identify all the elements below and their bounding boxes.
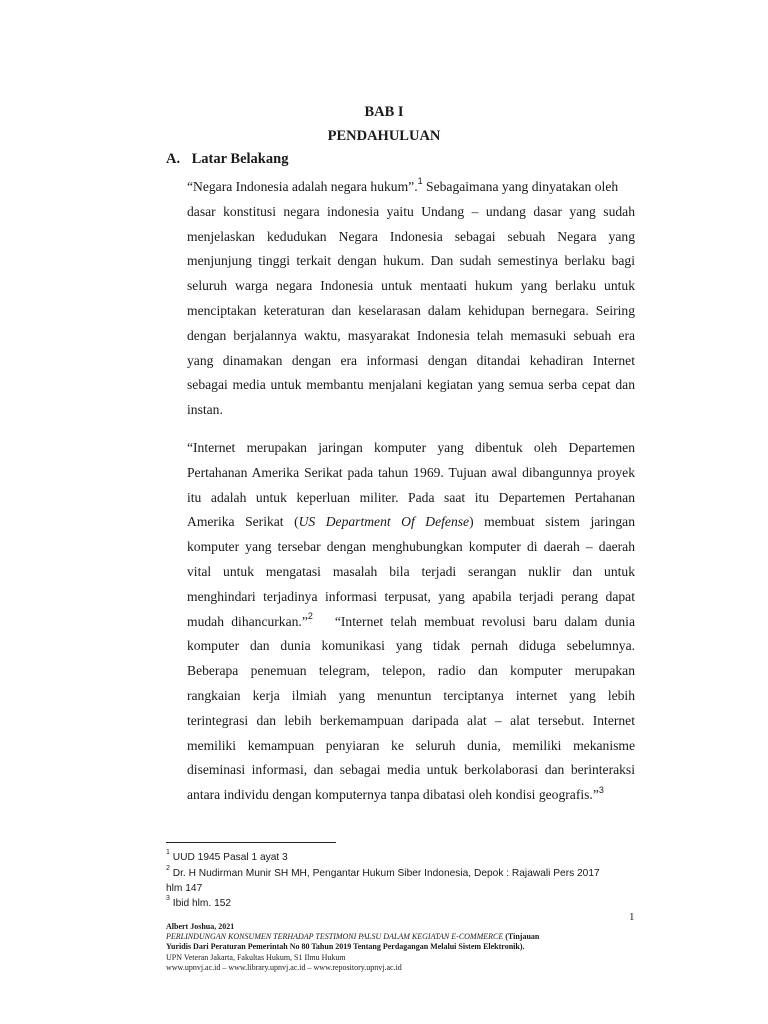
paragraph-line: “Internet merupakan jaringan komputer yang dibentuk oleh Departemen bbox=[187, 440, 635, 455]
paragraph-line: menjunjung tinggi terkait dengan hukum. Dan sudah semestinya berlaku bagi bbox=[187, 253, 635, 269]
chapter-title: PENDAHULUAN bbox=[327, 128, 441, 144]
paragraph-line: Amerika Serikat (US Department Of Defense) membuat sistem jaringan bbox=[187, 514, 635, 530]
paragraph-line: rangkaian kerja ilmiah yang menuntun terciptanya internet yang lebih bbox=[187, 687, 635, 703]
footer-links: www.upnvj.ac.id – www.library.upnvj.ac.id – www.repository.upnvj.ac.id bbox=[166, 962, 402, 972]
paragraph-line: dengan berjalannya waktu, masyarakat Indonesia telah memasuki sebuah era bbox=[187, 327, 635, 343]
chapter-number: BAB I bbox=[364, 104, 404, 120]
paragraph-1 bbox=[187, 175, 635, 423]
paragraph-line: mudah dihancurkan.”$^2$ “Internet telah membuat revolusi baru dalam dunia bbox=[187, 611, 635, 629]
paragraph-line: yang dinamakan dengan era informasi dengan ditandai kehadiran Internet bbox=[187, 352, 635, 368]
paragraph-line: vital untuk mengatasi masalah bila terjadi serangan nuklir dan untuk bbox=[187, 563, 635, 579]
paragraph-2 bbox=[187, 436, 635, 808]
footnote-3: $^3$ Ibid hlm. 152 bbox=[166, 894, 232, 909]
footer-author: Albert Joshua, 2021 bbox=[166, 922, 235, 931]
footnote-1: $^1$ UUD 1945 Pasal 1 ayat 3 bbox=[166, 848, 288, 863]
paragraph-line: itu adalah untuk keperluan militer. Pada saat itu Departemen Pertahanan bbox=[187, 489, 635, 505]
footnote-2: $^2$ Dr. H Nudirman Munir SH MH, Pengantar Hukum Siber Indonesia, Depok : Rajawali Pers 2017 bbox=[166, 864, 600, 879]
section-title: Latar Belakang bbox=[191, 151, 289, 167]
footer-institution: UPN Veteran Jakarta, Fakultas Hukum, S1 Ilmu Hukum bbox=[166, 952, 346, 962]
paragraph-line: dasar konstitusi negara indonesia yaitu Undang – undang dasar yang sudah bbox=[187, 203, 635, 219]
paragraph-line: seluruh warga negara Indonesia untuk mentaati hukum yang berlaku untuk bbox=[187, 278, 635, 294]
section-letter: A. bbox=[166, 151, 181, 167]
paragraph-line: komputer yang tersebar dengan menghubungkan komputer di daerah – daerah bbox=[187, 539, 635, 555]
footer-thesis-title-cont: Yuridis Dari Peraturan Pemerintah No 80 Tahun 2019 Tentang Perdagangan Melalui Sistem Elektronik). bbox=[166, 942, 525, 952]
paragraph-line: sebagai media untuk membantu menjalani kegiatan yang semua serba cepat dan bbox=[187, 377, 635, 393]
paragraph-line: menciptakan keteraturan dan keselarasan dalam kehidupan bernegara. Seiring bbox=[187, 302, 635, 318]
paragraph-line: Beberapa penemuan telegram, telepon, radio dan komputer merupakan bbox=[187, 663, 635, 679]
section-heading bbox=[166, 151, 288, 168]
paragraph-line: terintegrasi dan lebih berkemampuan daripada alat – alat tersebut. Internet bbox=[187, 712, 635, 728]
paragraph-line: diseminasi informasi, dan sebagai media untuk berkolaborasi dan berinteraksi bbox=[187, 762, 635, 778]
page-number: 1 bbox=[629, 911, 635, 923]
footnote-ref: 1 bbox=[417, 176, 423, 187]
italic-term: US Department Of Defense bbox=[298, 514, 470, 530]
footnote-ref: 3 bbox=[598, 784, 604, 795]
paragraph-line: Pertahanan Amerika Serikat pada tahun 1969. Tujuan awal dibangunnya proyek bbox=[187, 464, 635, 480]
paragraph-line: memiliki kemampuan penyiaran ke seluruh dunia, memiliki mekanisme bbox=[187, 737, 635, 753]
paragraph-line: komputer dan dunia komunikasi yang tidak pernah diduga sebelumnya. bbox=[187, 638, 635, 654]
paragraph-line: menghindari terjadinya informasi terpusat, yang apabila terjadi perang dapat bbox=[187, 588, 635, 604]
page-footer bbox=[166, 922, 646, 973]
paragraph-line: antara individu dengan komputernya tanpa dibatasi oleh kondisi geografis.”$^3$ bbox=[187, 784, 604, 803]
footer-thesis-title: PERLINDUNGAN KONSUMEN TERHADAP TESTIMONI PALSU DALAM KEGIATAN E-COMMERCE (Tinjauan bbox=[166, 932, 540, 942]
paragraph-line: “Negara Indonesia adalah negara hukum”.$^1$ Sebagaimana yang dinyatakan oleh bbox=[187, 176, 619, 194]
footnote-ref: 2 bbox=[307, 611, 313, 622]
paragraph-line: menjelaskan kedudukan Negara Indonesia sebagai sebuah Negara yang bbox=[187, 228, 635, 244]
footnote-divider bbox=[166, 842, 336, 843]
paragraph-line: instan. bbox=[187, 402, 223, 418]
footnote-2-continued: hlm 147 bbox=[166, 883, 203, 894]
